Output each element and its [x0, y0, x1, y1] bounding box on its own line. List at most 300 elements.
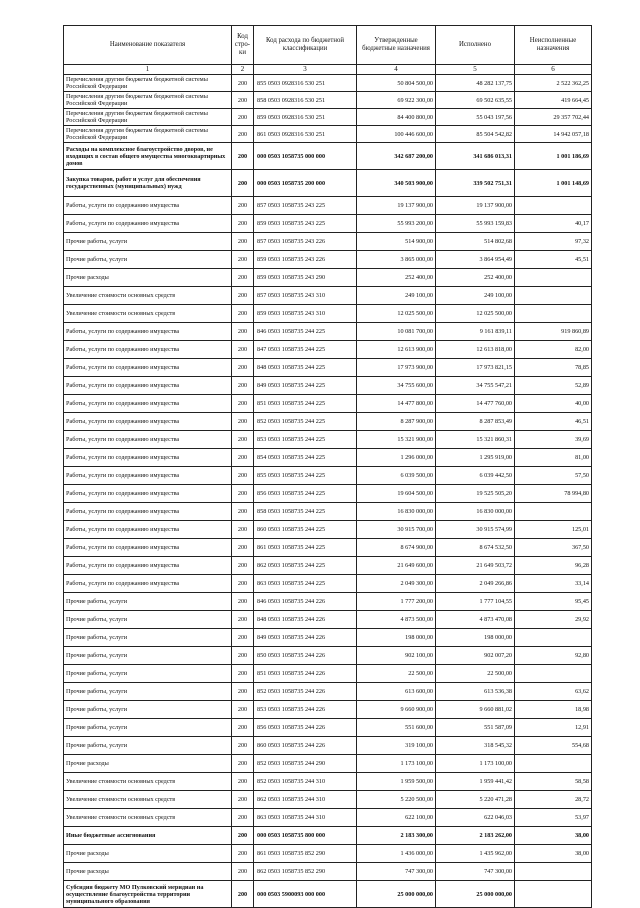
row-approved: 1 959 500,00: [357, 773, 436, 791]
row-line-code: 200: [232, 521, 254, 539]
row-approved: 902 100,00: [357, 647, 436, 665]
row-name: Работы, услуги по содержанию имущества: [64, 449, 232, 467]
row-executed: 318 545,32: [436, 737, 515, 755]
table-row: [64, 305, 592, 323]
row-kbk: 856 0503 1058735 244 225: [254, 485, 357, 503]
row-line-code: 200: [232, 557, 254, 575]
row-kbk: 862 0503 1058735 244 310: [254, 791, 357, 809]
row-unexecuted: 1 001 148,69: [515, 170, 592, 197]
header-unexecuted: Неисполненные назначения: [515, 26, 592, 65]
row-approved: 551 600,00: [357, 719, 436, 737]
row-approved: 4 873 500,00: [357, 611, 436, 629]
row-approved: 22 500,00: [357, 665, 436, 683]
row-name: Прочие расходы: [64, 845, 232, 863]
table-row: [64, 287, 592, 305]
table-row: [64, 701, 592, 719]
row-executed: 48 282 137,75: [436, 75, 515, 92]
row-executed: 1 295 919,00: [436, 449, 515, 467]
table-row: [64, 593, 592, 611]
row-executed: 902 007,20: [436, 647, 515, 665]
row-unexecuted: 82,00: [515, 341, 592, 359]
row-executed: 249 100,00: [436, 287, 515, 305]
row-kbk: 853 0503 1058735 244 225: [254, 431, 357, 449]
row-unexecuted: 78,85: [515, 359, 592, 377]
row-unexecuted: [515, 863, 592, 881]
row-line-code: 200: [232, 377, 254, 395]
row-executed: 19 137 900,00: [436, 197, 515, 215]
row-approved: 8 287 900,00: [357, 413, 436, 431]
row-kbk: 852 0503 1058735 244 225: [254, 413, 357, 431]
table-row: [64, 449, 592, 467]
row-line-code: 200: [232, 683, 254, 701]
row-line-code: 200: [232, 665, 254, 683]
row-kbk: 000 0503 1058735 000 000: [254, 143, 357, 170]
row-kbk: 855 0503 0928316 530 251: [254, 75, 357, 92]
table-row: [64, 233, 592, 251]
row-unexecuted: 92,80: [515, 647, 592, 665]
row-approved: 2 049 300,00: [357, 575, 436, 593]
table-row: [64, 395, 592, 413]
row-executed: 17 973 821,15: [436, 359, 515, 377]
row-executed: 30 915 574,99: [436, 521, 515, 539]
row-kbk: 851 0503 1058735 244 225: [254, 395, 357, 413]
row-line-code: 200: [232, 170, 254, 197]
row-approved: 69 922 300,00: [357, 92, 436, 109]
table-row: [64, 521, 592, 539]
row-unexecuted: 46,51: [515, 413, 592, 431]
row-approved: 1 436 000,00: [357, 845, 436, 863]
row-executed: 14 477 760,00: [436, 395, 515, 413]
row-name: Работы, услуги по содержанию имущества: [64, 377, 232, 395]
row-executed: 1 777 104,55: [436, 593, 515, 611]
row-executed: 55 043 197,56: [436, 109, 515, 126]
row-unexecuted: 18,98: [515, 701, 592, 719]
table-row: [64, 197, 592, 215]
row-line-code: 200: [232, 323, 254, 341]
row-executed: 21 649 503,72: [436, 557, 515, 575]
row-line-code: 200: [232, 75, 254, 92]
row-name: Работы, услуги по содержанию имущества: [64, 359, 232, 377]
row-approved: 3 865 000,00: [357, 251, 436, 269]
row-unexecuted: 53,97: [515, 809, 592, 827]
row-name: Прочие расходы: [64, 269, 232, 287]
row-kbk: 861 0503 1058735 244 225: [254, 539, 357, 557]
row-executed: 12 613 818,00: [436, 341, 515, 359]
row-approved: 198 000,00: [357, 629, 436, 647]
row-executed: 9 161 839,11: [436, 323, 515, 341]
table-row: [64, 827, 592, 845]
row-executed: 34 755 547,21: [436, 377, 515, 395]
table-row: [64, 431, 592, 449]
row-kbk: 862 0503 1058735 244 225: [254, 557, 357, 575]
row-name: Прочие работы, услуги: [64, 683, 232, 701]
row-name: Иные бюджетные ассигнования: [64, 827, 232, 845]
row-unexecuted: 81,00: [515, 449, 592, 467]
row-line-code: 200: [232, 359, 254, 377]
table-row: [64, 269, 592, 287]
row-name: Расходы на комплексное благоустройство дворов, не входящих в состав общего имущества многоквартирных домов: [64, 143, 232, 170]
row-approved: 15 321 900,00: [357, 431, 436, 449]
row-unexecuted: 419 664,45: [515, 92, 592, 109]
row-unexecuted: 38,00: [515, 845, 592, 863]
row-unexecuted: 33,14: [515, 575, 592, 593]
row-kbk: 858 0503 0928316 530 251: [254, 92, 357, 109]
row-executed: 5 220 471,28: [436, 791, 515, 809]
table-row: [64, 467, 592, 485]
row-name: Прочие расходы: [64, 863, 232, 881]
row-name: Работы, услуги по содержанию имущества: [64, 197, 232, 215]
table-row: [64, 719, 592, 737]
row-unexecuted: [515, 503, 592, 521]
row-line-code: 200: [232, 197, 254, 215]
row-line-code: 200: [232, 485, 254, 503]
row-executed: 8 287 853,49: [436, 413, 515, 431]
row-executed: 8 674 532,50: [436, 539, 515, 557]
row-approved: 319 100,00: [357, 737, 436, 755]
row-executed: 4 873 470,08: [436, 611, 515, 629]
row-line-code: 200: [232, 305, 254, 323]
row-line-code: 200: [232, 395, 254, 413]
row-executed: 69 502 635,55: [436, 92, 515, 109]
budget-execution-table: [63, 25, 592, 908]
row-unexecuted: 125,01: [515, 521, 592, 539]
budget-report-sheet: [63, 25, 591, 908]
table-row: [64, 647, 592, 665]
row-name: Работы, услуги по содержанию имущества: [64, 215, 232, 233]
row-unexecuted: 29,92: [515, 611, 592, 629]
row-approved: 21 649 600,00: [357, 557, 436, 575]
row-line-code: 200: [232, 737, 254, 755]
row-kbk: 846 0503 1058735 244 225: [254, 323, 357, 341]
row-executed: 622 046,03: [436, 809, 515, 827]
row-executed: 747 300,00: [436, 863, 515, 881]
row-unexecuted: 39,69: [515, 431, 592, 449]
row-line-code: 200: [232, 809, 254, 827]
row-kbk: 861 0503 0928316 530 251: [254, 126, 357, 143]
row-name: Прочие работы, услуги: [64, 647, 232, 665]
table-row: [64, 539, 592, 557]
row-executed: 1 173 100,00: [436, 755, 515, 773]
row-kbk: 859 0503 0928316 530 251: [254, 109, 357, 126]
row-unexecuted: [515, 881, 592, 908]
row-kbk: 862 0503 1058735 852 290: [254, 863, 357, 881]
row-approved: 9 660 900,00: [357, 701, 436, 719]
row-executed: 252 400,00: [436, 269, 515, 287]
row-kbk: 863 0503 1058735 244 310: [254, 809, 357, 827]
row-executed: 551 587,09: [436, 719, 515, 737]
row-executed: 339 502 751,31: [436, 170, 515, 197]
row-line-code: 200: [232, 827, 254, 845]
row-unexecuted: 29 357 702,44: [515, 109, 592, 126]
table-row: [64, 341, 592, 359]
row-kbk: 863 0503 1058735 244 225: [254, 575, 357, 593]
row-approved: 34 755 600,00: [357, 377, 436, 395]
row-kbk: 854 0503 1058735 244 225: [254, 449, 357, 467]
row-executed: 15 321 860,31: [436, 431, 515, 449]
row-line-code: 200: [232, 413, 254, 431]
row-executed: 9 660 881,02: [436, 701, 515, 719]
row-line-code: 200: [232, 503, 254, 521]
row-kbk: 852 0503 1058735 244 290: [254, 755, 357, 773]
row-executed: 3 864 954,49: [436, 251, 515, 269]
row-unexecuted: [515, 269, 592, 287]
row-approved: 19 604 500,00: [357, 485, 436, 503]
column-number-row: [64, 65, 592, 75]
row-line-code: 200: [232, 449, 254, 467]
row-approved: 10 081 700,00: [357, 323, 436, 341]
row-executed: 514 802,68: [436, 233, 515, 251]
row-name: Прочие расходы: [64, 755, 232, 773]
row-approved: 12 613 900,00: [357, 341, 436, 359]
row-approved: 17 973 900,00: [357, 359, 436, 377]
table-row: [64, 791, 592, 809]
row-kbk: 852 0503 1058735 244 226: [254, 683, 357, 701]
row-kbk: 860 0503 1058735 244 226: [254, 737, 357, 755]
table-row: [64, 126, 592, 143]
row-name: Прочие работы, услуги: [64, 233, 232, 251]
row-line-code: 200: [232, 719, 254, 737]
row-kbk: 860 0503 1058735 244 225: [254, 521, 357, 539]
row-line-code: 200: [232, 233, 254, 251]
row-executed: 85 504 542,82: [436, 126, 515, 143]
row-name: Прочие работы, услуги: [64, 719, 232, 737]
row-kbk: 859 0503 1058735 243 310: [254, 305, 357, 323]
row-kbk: 859 0503 1058735 243 290: [254, 269, 357, 287]
row-executed: 341 686 013,31: [436, 143, 515, 170]
row-executed: 16 830 000,00: [436, 503, 515, 521]
table-row: [64, 377, 592, 395]
table-row: [64, 359, 592, 377]
table-row: [64, 143, 592, 170]
row-kbk: 852 0503 1058735 244 310: [254, 773, 357, 791]
row-name: Увеличение стоимости основных средств: [64, 773, 232, 791]
row-line-code: 200: [232, 863, 254, 881]
row-kbk: 000 0503 1058735 200 000: [254, 170, 357, 197]
row-approved: 252 400,00: [357, 269, 436, 287]
row-line-code: 200: [232, 611, 254, 629]
row-name: Перечисления другим бюджетам бюджетной системы Российской Федерации: [64, 92, 232, 109]
table-row: [64, 683, 592, 701]
table-row: [64, 557, 592, 575]
row-kbk: 858 0503 1058735 244 225: [254, 503, 357, 521]
table-row: [64, 109, 592, 126]
row-unexecuted: [515, 287, 592, 305]
row-name: Прочие работы, услуги: [64, 665, 232, 683]
row-name: Работы, услуги по содержанию имущества: [64, 395, 232, 413]
row-kbk: 856 0503 1058735 244 226: [254, 719, 357, 737]
row-kbk: 857 0503 1058735 243 225: [254, 197, 357, 215]
row-approved: 514 900,00: [357, 233, 436, 251]
row-unexecuted: 97,32: [515, 233, 592, 251]
row-unexecuted: [515, 305, 592, 323]
row-executed: 22 500,00: [436, 665, 515, 683]
row-executed: 6 039 442,50: [436, 467, 515, 485]
row-approved: 5 220 500,00: [357, 791, 436, 809]
row-unexecuted: 78 994,80: [515, 485, 592, 503]
row-line-code: 200: [232, 791, 254, 809]
row-unexecuted: [515, 665, 592, 683]
table-row: [64, 323, 592, 341]
row-line-code: 200: [232, 575, 254, 593]
row-executed: 198 000,00: [436, 629, 515, 647]
table-row: [64, 170, 592, 197]
column-number: 5: [436, 65, 515, 75]
row-approved: 100 446 600,00: [357, 126, 436, 143]
row-unexecuted: [515, 629, 592, 647]
table-row: [64, 881, 592, 908]
row-line-code: 200: [232, 845, 254, 863]
row-kbk: 857 0503 1058735 243 226: [254, 233, 357, 251]
row-line-code: 200: [232, 287, 254, 305]
row-name: Работы, услуги по содержанию имущества: [64, 467, 232, 485]
table-row: [64, 215, 592, 233]
row-unexecuted: 554,68: [515, 737, 592, 755]
row-line-code: 200: [232, 251, 254, 269]
row-approved: 342 687 200,00: [357, 143, 436, 170]
row-kbk: 848 0503 1058735 244 225: [254, 359, 357, 377]
row-approved: 613 600,00: [357, 683, 436, 701]
row-unexecuted: 63,62: [515, 683, 592, 701]
row-line-code: 200: [232, 341, 254, 359]
table-row: [64, 92, 592, 109]
row-unexecuted: 38,00: [515, 827, 592, 845]
header-line-code: Код стро-ки: [232, 26, 254, 65]
row-unexecuted: 919 860,89: [515, 323, 592, 341]
row-executed: 1 435 962,00: [436, 845, 515, 863]
header-approved: Утвержденные бюджетные назначения: [357, 26, 436, 65]
row-unexecuted: 14 942 057,18: [515, 126, 592, 143]
table-row: [64, 575, 592, 593]
row-line-code: 200: [232, 701, 254, 719]
row-name: Работы, услуги по содержанию имущества: [64, 323, 232, 341]
row-name: Перечисления другим бюджетам бюджетной системы Российской Федерации: [64, 126, 232, 143]
row-unexecuted: 2 522 362,25: [515, 75, 592, 92]
row-name: Перечисления другим бюджетам бюджетной системы Российской Федерации: [64, 109, 232, 126]
row-name: Прочие работы, услуги: [64, 251, 232, 269]
row-kbk: 847 0503 1058735 244 225: [254, 341, 357, 359]
table-row: [64, 737, 592, 755]
row-name: Работы, услуги по содержанию имущества: [64, 431, 232, 449]
row-kbk: 859 0503 1058735 243 225: [254, 215, 357, 233]
row-unexecuted: 40,17: [515, 215, 592, 233]
row-line-code: 200: [232, 215, 254, 233]
row-unexecuted: 1 001 186,69: [515, 143, 592, 170]
row-unexecuted: 58,58: [515, 773, 592, 791]
row-line-code: 200: [232, 92, 254, 109]
row-unexecuted: 52,89: [515, 377, 592, 395]
row-kbk: 846 0503 1058735 244 226: [254, 593, 357, 611]
row-line-code: 200: [232, 109, 254, 126]
row-line-code: 200: [232, 629, 254, 647]
row-name: Работы, услуги по содержанию имущества: [64, 521, 232, 539]
table-row: [64, 485, 592, 503]
row-unexecuted: [515, 197, 592, 215]
row-approved: 249 100,00: [357, 287, 436, 305]
row-line-code: 200: [232, 593, 254, 611]
column-number: 1: [64, 65, 232, 75]
table-row: [64, 503, 592, 521]
row-unexecuted: [515, 755, 592, 773]
row-kbk: 850 0503 1058735 244 226: [254, 647, 357, 665]
row-name: Прочие работы, услуги: [64, 593, 232, 611]
table-row: [64, 845, 592, 863]
row-approved: 340 503 900,00: [357, 170, 436, 197]
row-approved: 25 000 000,00: [357, 881, 436, 908]
row-approved: 8 674 900,00: [357, 539, 436, 557]
row-line-code: 200: [232, 755, 254, 773]
row-approved: 19 137 900,00: [357, 197, 436, 215]
row-name: Прочие работы, услуги: [64, 629, 232, 647]
header-name: Наименование показателя: [64, 26, 232, 65]
row-kbk: 849 0503 1058735 244 225: [254, 377, 357, 395]
row-name: Увеличение стоимости основных средств: [64, 287, 232, 305]
row-approved: 14 477 800,00: [357, 395, 436, 413]
row-name: Перечисления другим бюджетам бюджетной системы Российской Федерации: [64, 75, 232, 92]
table-row: [64, 863, 592, 881]
row-name: Увеличение стоимости основных средств: [64, 305, 232, 323]
row-kbk: 853 0503 1058735 244 226: [254, 701, 357, 719]
row-line-code: 200: [232, 143, 254, 170]
row-unexecuted: 57,50: [515, 467, 592, 485]
row-kbk: 859 0503 1058735 243 226: [254, 251, 357, 269]
row-name: Работы, услуги по содержанию имущества: [64, 413, 232, 431]
column-number: 2: [232, 65, 254, 75]
row-approved: 1 296 000,00: [357, 449, 436, 467]
row-name: Прочие работы, услуги: [64, 737, 232, 755]
row-kbk: 849 0503 1058735 244 226: [254, 629, 357, 647]
table-row: [64, 413, 592, 431]
row-unexecuted: 367,50: [515, 539, 592, 557]
row-approved: 747 300,00: [357, 863, 436, 881]
row-approved: 2 183 300,00: [357, 827, 436, 845]
row-name: Закупка товаров, работ и услуг для обеспечения государственных (муниципальных) нужд: [64, 170, 232, 197]
row-kbk: 000 0503 1058735 800 000: [254, 827, 357, 845]
row-kbk: 861 0503 1058735 852 290: [254, 845, 357, 863]
row-name: Субсидия бюджету МО Пулковский меридиан на осуществление благоустройства территории муниципального образования: [64, 881, 232, 908]
row-line-code: 200: [232, 467, 254, 485]
row-approved: 30 915 700,00: [357, 521, 436, 539]
row-executed: 613 536,38: [436, 683, 515, 701]
row-kbk: 848 0503 1058735 244 226: [254, 611, 357, 629]
table-row: [64, 629, 592, 647]
row-approved: 84 400 800,00: [357, 109, 436, 126]
row-line-code: 200: [232, 269, 254, 287]
row-name: Увеличение стоимости основных средств: [64, 809, 232, 827]
table-row: [64, 75, 592, 92]
row-executed: 12 025 500,00: [436, 305, 515, 323]
row-unexecuted: 95,45: [515, 593, 592, 611]
column-number: 3: [254, 65, 357, 75]
header-row: [64, 26, 592, 65]
row-approved: 12 025 500,00: [357, 305, 436, 323]
row-name: Работы, услуги по содержанию имущества: [64, 575, 232, 593]
row-name: Работы, услуги по содержанию имущества: [64, 503, 232, 521]
column-number: 6: [515, 65, 592, 75]
row-name: Прочие работы, услуги: [64, 611, 232, 629]
row-executed: 1 959 441,42: [436, 773, 515, 791]
table-body: [64, 75, 592, 908]
row-kbk: 855 0503 1058735 244 225: [254, 467, 357, 485]
row-kbk: 000 0503 5900093 000 000: [254, 881, 357, 908]
row-line-code: 200: [232, 647, 254, 665]
row-line-code: 200: [232, 539, 254, 557]
row-approved: 6 039 500,00: [357, 467, 436, 485]
row-name: Работы, услуги по содержанию имущества: [64, 485, 232, 503]
table-row: [64, 665, 592, 683]
table-row: [64, 251, 592, 269]
row-unexecuted: 40,00: [515, 395, 592, 413]
row-unexecuted: 28,72: [515, 791, 592, 809]
